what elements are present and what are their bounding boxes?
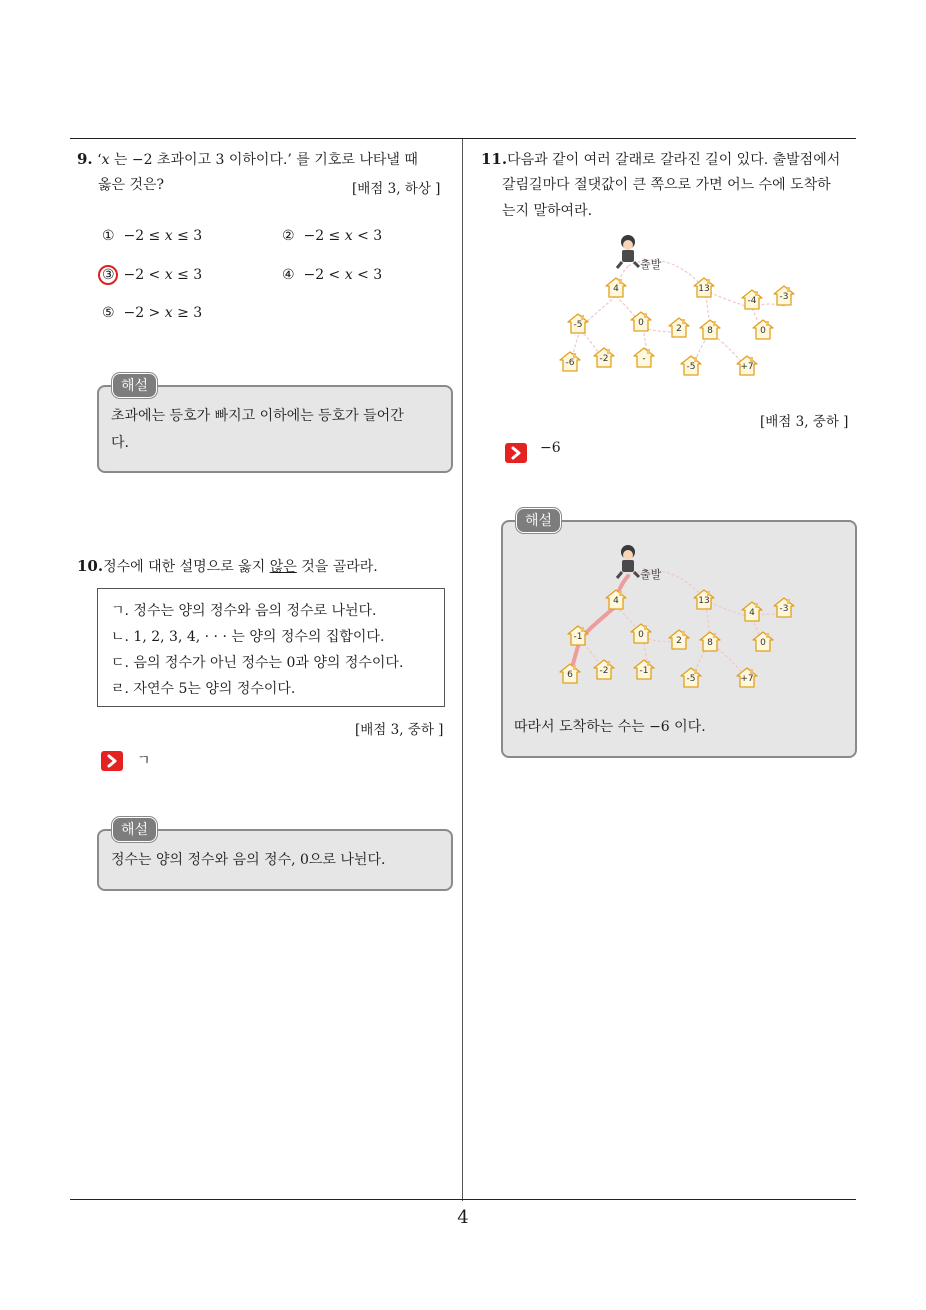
choice-expr: −2 < 𝑥 < 3 — [303, 267, 383, 283]
q9-header — [77, 146, 418, 173]
house-label: 2 — [676, 636, 682, 646]
house-node — [567, 312, 589, 334]
house-node — [680, 666, 702, 688]
house-label: -4 — [747, 296, 757, 306]
choice-mark: ② — [282, 228, 295, 244]
choice-expr: −2 ≤ 𝑥 < 3 — [303, 228, 383, 244]
house-label: 0 — [760, 638, 766, 648]
q11-meta: [배점 3, 중하 ] — [760, 414, 849, 430]
house-node — [693, 588, 715, 610]
house-label: -3 — [779, 292, 789, 302]
house-label: 6 — [567, 670, 573, 680]
house-label: +7 — [740, 674, 754, 684]
house-node — [752, 630, 774, 652]
q11-header — [481, 146, 840, 173]
answer-arrow-icon — [101, 751, 123, 771]
q11-answer: −6 — [540, 440, 561, 456]
house-label: +7 — [740, 362, 754, 372]
house-label: -2 — [599, 666, 609, 676]
q9-choice-2[interactable] — [282, 228, 382, 244]
q9-number: 9. — [77, 150, 93, 168]
q9-text-line2: 옳은 것은? — [98, 177, 165, 193]
page-number: 4 — [457, 1207, 469, 1228]
house-label: -2 — [599, 354, 609, 364]
q10-solution-line1: 정수는 양의 정수와 음의 정수, 0으로 나뉜다. — [111, 852, 386, 868]
q10-solution-tag: 해설 — [112, 817, 157, 842]
house-node — [680, 354, 702, 376]
house-node — [693, 276, 715, 298]
q10-text-before: 정수에 대한 설명으로 옳지 — [103, 559, 270, 575]
q11-solution-line1: 따라서 도착하는 수는 −6 이다. — [514, 719, 706, 735]
q11-solution-tag: 해설 — [516, 508, 561, 533]
q9-text-line1: ‘𝑥 는 −2 초과이고 3 이하이다.’ 를 기호로 나타낼 때 — [97, 152, 418, 168]
choice-mark: ① — [102, 228, 115, 244]
house-label: 0 — [760, 326, 766, 336]
q10-number: 10. — [77, 557, 104, 575]
house-node — [699, 318, 721, 340]
house-node — [699, 630, 721, 652]
start-label: 출발 — [640, 568, 662, 581]
house-label: 0 — [638, 318, 644, 328]
bottom-rule — [70, 1199, 856, 1200]
choice-expr: −2 > 𝑥 ≥ 3 — [123, 305, 203, 321]
start-character-icon — [617, 235, 639, 268]
house-label: 8 — [707, 326, 713, 336]
house-label: 13 — [698, 596, 710, 606]
house-node — [741, 288, 763, 310]
q10-text-underlined: 않은 — [269, 559, 297, 575]
house-label: -3 — [779, 604, 789, 614]
house-label: 0 — [638, 630, 644, 640]
house-label: 8 — [707, 638, 713, 648]
choice-mark: ⑤ — [102, 305, 115, 321]
house-label: - — [642, 354, 646, 364]
house-node — [741, 600, 763, 622]
house-label: 2 — [676, 324, 682, 334]
house-node — [605, 588, 627, 610]
house-node — [668, 316, 690, 338]
house-label: 4 — [613, 596, 619, 606]
choice-expr: −2 < 𝑥 ≤ 3 — [123, 267, 203, 283]
q10-text-after: 것을 골라라. — [296, 559, 378, 575]
q10-item-4: ㄹ. 자연수 5는 양의 정수이다. — [111, 681, 296, 697]
column-divider — [462, 139, 463, 1201]
house-node — [630, 622, 652, 644]
house-label: 4 — [749, 608, 755, 618]
house-node — [752, 318, 774, 340]
q11-text-line3: 는지 말하여라. — [502, 203, 593, 219]
house-node — [593, 346, 615, 368]
house-label: -5 — [573, 320, 583, 330]
house-label: -6 — [565, 358, 575, 368]
q10-answer: ㄱ — [137, 753, 151, 769]
q10-item-3: ㄷ. 음의 정수가 아닌 정수는 0과 양의 정수이다. — [111, 655, 404, 671]
q10-item-2: ㄴ. 1, 2, 3, 4, · · · 는 양의 정수의 집합이다. — [111, 629, 385, 645]
q9-choice-4[interactable] — [282, 267, 382, 283]
q9-choice-1[interactable] — [102, 228, 202, 244]
choice-expr: −2 ≤ 𝑥 ≤ 3 — [123, 228, 203, 244]
house-label: 4 — [613, 284, 619, 294]
q10-item-1: ㄱ. 정수는 양의 정수와 음의 정수로 나뉜다. — [111, 603, 377, 619]
q11-number: 11. — [481, 150, 508, 168]
q10-header — [77, 553, 378, 580]
house-node — [633, 658, 655, 680]
q9-solution-line1: 초과에는 등호가 빠지고 이하에는 등호가 들어간 — [111, 408, 404, 424]
q11-text-line2: 갈림길마다 절댓값이 큰 쪽으로 가면 어느 수에 도착하 — [502, 177, 831, 193]
house-node — [633, 346, 655, 368]
choice-mark: ④ — [282, 267, 295, 283]
house-node — [773, 596, 795, 618]
q9-choice-5[interactable] — [102, 305, 202, 321]
q10-meta: [배점 3, 중하 ] — [355, 722, 444, 738]
q11-text-line1: 다음과 같이 여러 갈래로 갈라진 길이 있다. 출발점에서 — [507, 152, 841, 168]
start-label: 출발 — [640, 258, 662, 271]
house-label: -1 — [573, 632, 583, 642]
house-node — [559, 662, 581, 684]
house-label: -5 — [686, 674, 696, 684]
house-node — [630, 310, 652, 332]
house-node — [559, 350, 581, 372]
q9-solution-tag: 해설 — [112, 373, 157, 398]
house-label: -1 — [639, 666, 649, 676]
house-node — [567, 624, 589, 646]
house-node — [736, 354, 758, 376]
answer-arrow-icon — [505, 443, 527, 463]
house-label: 13 — [698, 284, 710, 294]
house-node — [736, 666, 758, 688]
house-node — [668, 628, 690, 650]
start-character-icon — [617, 545, 639, 578]
house-node — [593, 658, 615, 680]
q9-solution-line2: 다. — [111, 435, 129, 451]
top-rule — [70, 138, 856, 139]
house-node — [773, 284, 795, 306]
q9-meta: [배점 3, 하상 ] — [352, 181, 441, 197]
house-node — [605, 276, 627, 298]
house-label: -5 — [686, 362, 696, 372]
choice-mark: ③ — [102, 267, 115, 283]
q9-choice-3[interactable] — [102, 267, 202, 283]
